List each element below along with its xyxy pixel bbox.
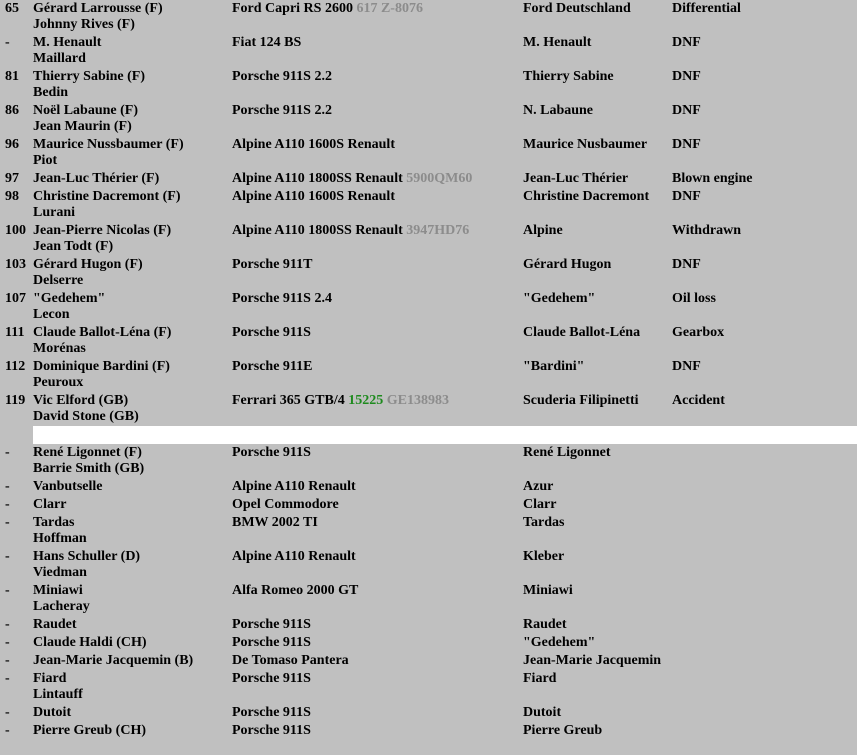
car-cell [232, 34, 523, 68]
table-row [0, 392, 857, 426]
chassis-number: 15225 [348, 393, 384, 408]
car-cell [232, 392, 523, 426]
car-cell [232, 222, 523, 256]
driver-name: M. Henault [33, 35, 102, 50]
car-number: 97 [5, 171, 19, 186]
result-cell [672, 496, 857, 514]
table-row [0, 582, 857, 616]
drivers-cell [33, 514, 232, 548]
result-cell: DNF [672, 35, 701, 50]
entrant-cell: Fiard [523, 671, 557, 686]
drivers-cell [33, 324, 232, 358]
driver-name: Delserre [33, 273, 84, 288]
drivers-cell [33, 652, 232, 670]
car-model: Porsche 911T [232, 257, 313, 272]
driver-name: Gérard Larrousse (F) [33, 1, 163, 16]
table-row [0, 256, 857, 290]
result-cell [672, 652, 857, 670]
driver-name: Fiard [33, 671, 67, 686]
car-number: 81 [5, 69, 19, 84]
car-number: - [5, 653, 10, 668]
entrant-cell: Maurice Nusbaumer [523, 137, 648, 152]
driver-name: Piot [33, 153, 58, 168]
result-cell [672, 478, 857, 496]
table-row [0, 34, 857, 68]
car-number: - [5, 479, 10, 494]
car-number: - [5, 515, 10, 530]
driver-name: Vic Elford (GB) [33, 393, 129, 408]
car-model: Porsche 911S [232, 325, 311, 340]
car-number: - [5, 445, 10, 460]
drivers-cell [33, 256, 232, 290]
table-row [0, 652, 857, 670]
driver-name: Lecon [33, 307, 70, 322]
driver-name: Viedman [33, 565, 87, 580]
car-number: - [5, 671, 10, 686]
car-cell [232, 478, 523, 496]
car-number: 65 [5, 1, 19, 16]
entrant-cell: "Gedehem" [523, 291, 596, 306]
car-model: Porsche 911S 2.2 [232, 103, 332, 118]
car-model: Ferrari 365 GTB/4 [232, 393, 345, 408]
entrant-cell: Tardas [523, 515, 565, 530]
car-number: 86 [5, 103, 19, 118]
driver-name: Hans Schuller (D) [33, 549, 141, 564]
result-cell: Oil loss [672, 291, 716, 306]
table-row [0, 704, 857, 722]
drivers-cell [33, 34, 232, 68]
car-number: - [5, 705, 10, 720]
result-cell [672, 704, 857, 722]
drivers-cell [33, 496, 232, 514]
car-number: 98 [5, 189, 19, 204]
result-cell [672, 514, 857, 548]
car-model: Alpine A110 1600S Renault [232, 189, 395, 204]
drivers-cell [33, 358, 232, 392]
entrant-cell: "Gedehem" [523, 635, 596, 650]
car-cell [232, 582, 523, 616]
car-number: 119 [5, 393, 26, 408]
driver-name: Maurice Nussbaumer (F) [33, 137, 184, 152]
group-separator [0, 426, 857, 444]
drivers-cell [33, 392, 232, 426]
entrant-cell: Dutoit [523, 705, 562, 720]
drivers-cell [33, 722, 232, 740]
drivers-cell [33, 290, 232, 324]
table-row [0, 616, 857, 634]
car-model: Fiat 124 BS [232, 35, 302, 50]
result-cell [672, 616, 857, 634]
driver-name: Vanbutselle [33, 479, 103, 494]
results-group-others [0, 444, 857, 740]
car-number: - [5, 635, 10, 650]
car-cell [232, 634, 523, 652]
entrant-cell: Kleber [523, 549, 565, 564]
entrant-cell: Gérard Hugon [523, 257, 612, 272]
car-cell [232, 188, 523, 222]
result-cell: DNF [672, 103, 701, 118]
car-number: - [5, 35, 10, 50]
driver-name: Jean-Marie Jacquemin (B) [33, 653, 194, 668]
table-row [0, 170, 857, 188]
car-cell [232, 136, 523, 170]
car-model: Porsche 911S 2.2 [232, 69, 332, 84]
car-model: Opel Commodore [232, 497, 339, 512]
drivers-cell [33, 222, 232, 256]
car-model: Alpine A110 1800SS Renault [232, 171, 403, 186]
table-row [0, 514, 857, 548]
table-row [0, 324, 857, 358]
result-cell: DNF [672, 359, 701, 374]
result-cell [672, 634, 857, 652]
table-row [0, 478, 857, 496]
car-cell [232, 616, 523, 634]
car-number: - [5, 617, 10, 632]
entrant-cell: N. Labaune [523, 103, 594, 118]
car-number: 107 [5, 291, 26, 306]
car-model: Alfa Romeo 2000 GT [232, 583, 359, 598]
car-cell [232, 670, 523, 704]
entrant-cell: Alpine [523, 223, 563, 238]
result-cell: DNF [672, 257, 701, 272]
drivers-cell [33, 0, 232, 34]
car-cell [232, 68, 523, 102]
drivers-cell [33, 634, 232, 652]
car-cell [232, 496, 523, 514]
drivers-cell [33, 136, 232, 170]
car-cell [232, 722, 523, 740]
car-cell [232, 324, 523, 358]
driver-name: "Gedehem" [33, 291, 106, 306]
table-row [0, 0, 857, 34]
drivers-cell [33, 478, 232, 496]
driver-name: Claude Ballot-Léna (F) [33, 325, 172, 340]
car-model: Porsche 911S [232, 635, 311, 650]
entrant-cell: Azur [523, 479, 554, 494]
driver-name: Clarr [33, 497, 67, 512]
driver-name: René Ligonnet (F) [33, 445, 142, 460]
registration-plate: 5900QM60 [406, 171, 473, 186]
car-model: Porsche 911S 2.4 [232, 291, 332, 306]
result-cell: Differential [672, 1, 741, 16]
table-row [0, 634, 857, 652]
entrant-cell: Jean-Luc Thérier [523, 171, 629, 186]
driver-name: Bedin [33, 85, 69, 100]
result-cell [672, 548, 857, 582]
driver-name: Jean-Pierre Nicolas (F) [33, 223, 172, 238]
driver-name: Morénas [33, 341, 86, 356]
entrant-cell: Raudet [523, 617, 567, 632]
car-model: Porsche 911S [232, 445, 311, 460]
car-cell [232, 444, 523, 478]
table-row [0, 188, 857, 222]
car-number: 96 [5, 137, 19, 152]
entrant-cell: Claude Ballot-Léna [523, 325, 641, 340]
driver-name: Lurani [33, 205, 76, 220]
driver-name: Raudet [33, 617, 77, 632]
entrant-cell: Pierre Greub [523, 723, 603, 738]
entrant-cell: Miniawi [523, 583, 573, 598]
driver-name: Christine Dacremont (F) [33, 189, 181, 204]
car-number: 112 [5, 359, 26, 374]
registration-plate: GE138983 [386, 393, 449, 408]
car-cell [232, 704, 523, 722]
driver-name: Dutoit [33, 705, 72, 720]
driver-name: Gérard Hugon (F) [33, 257, 143, 272]
car-model: Porsche 911E [232, 359, 313, 374]
driver-name: Lacheray [33, 599, 90, 614]
drivers-cell [33, 444, 232, 478]
result-cell [672, 670, 857, 704]
result-cell [672, 582, 857, 616]
driver-name: Thierry Sabine (F) [33, 69, 145, 84]
car-cell [232, 514, 523, 548]
table-row [0, 548, 857, 582]
car-model: Alpine A110 Renault [232, 549, 356, 564]
drivers-cell [33, 102, 232, 136]
result-cell: DNF [672, 137, 701, 152]
driver-name: Hoffman [33, 531, 87, 546]
drivers-cell [33, 582, 232, 616]
driver-name: Jean-Luc Thérier (F) [33, 171, 160, 186]
entrant-cell: Scuderia Filipinetti [523, 393, 639, 408]
driver-name: Jean Todt (F) [33, 239, 114, 254]
table-row [0, 358, 857, 392]
car-cell [232, 256, 523, 290]
table-row [0, 444, 857, 478]
car-number: 111 [5, 325, 25, 340]
car-cell [232, 102, 523, 136]
driver-name: Barrie Smith (GB) [33, 461, 145, 476]
table-row [0, 670, 857, 704]
driver-name: Dominique Bardini (F) [33, 359, 170, 374]
drivers-cell [33, 68, 232, 102]
entrant-cell: Ford Deutschland [523, 1, 631, 16]
driver-name: Maillard [33, 51, 86, 66]
driver-name: Jean Maurin (F) [33, 119, 132, 134]
entrant-cell: "Bardini" [523, 359, 585, 374]
separator-band [33, 426, 857, 444]
table-row [0, 722, 857, 740]
car-model: Porsche 911S [232, 617, 311, 632]
car-number: - [5, 497, 10, 512]
drivers-cell [33, 170, 232, 188]
table-row [0, 136, 857, 170]
drivers-cell [33, 188, 232, 222]
car-number: - [5, 583, 10, 598]
car-cell [232, 652, 523, 670]
car-number: 100 [5, 223, 26, 238]
car-model: Porsche 911S [232, 671, 311, 686]
car-model: Alpine A110 Renault [232, 479, 356, 494]
table-row [0, 290, 857, 324]
drivers-cell [33, 548, 232, 582]
car-cell [232, 0, 523, 34]
result-cell [672, 444, 857, 478]
entrant-cell: Jean-Marie Jacquemin [523, 653, 662, 668]
driver-name: Peuroux [33, 375, 84, 390]
car-model: Alpine A110 1600S Renault [232, 137, 395, 152]
result-cell: Withdrawn [672, 223, 741, 238]
car-model: Alpine A110 1800SS Renault [232, 223, 403, 238]
car-cell [232, 290, 523, 324]
car-cell [232, 358, 523, 392]
driver-name: David Stone (GB) [33, 409, 139, 424]
car-number: - [5, 549, 10, 564]
entrant-cell: Christine Dacremont [523, 189, 650, 204]
result-cell: Gearbox [672, 325, 725, 340]
table-row [0, 496, 857, 514]
entrant-cell: Clarr [523, 497, 557, 512]
drivers-cell [33, 670, 232, 704]
result-cell: Blown engine [672, 171, 753, 186]
driver-name: Tardas [33, 515, 75, 530]
table-row [0, 68, 857, 102]
drivers-cell [33, 704, 232, 722]
driver-name: Lintauff [33, 687, 83, 702]
entrant-cell: René Ligonnet [523, 445, 611, 460]
driver-name: Johnny Rives (F) [33, 17, 135, 32]
car-model: Porsche 911S [232, 705, 311, 720]
car-number: - [5, 723, 10, 738]
car-cell [232, 548, 523, 582]
entrant-cell: Thierry Sabine [523, 69, 614, 84]
separator-row [0, 426, 857, 444]
driver-name: Claude Haldi (CH) [33, 635, 147, 650]
table-row [0, 222, 857, 256]
driver-name: Pierre Greub (CH) [33, 723, 147, 738]
table-row [0, 102, 857, 136]
result-cell: DNF [672, 189, 701, 204]
car-cell [232, 170, 523, 188]
result-cell [672, 722, 857, 740]
car-model: Ford Capri RS 2600 [232, 1, 353, 16]
car-number: 103 [5, 257, 26, 272]
result-cell: DNF [672, 69, 701, 84]
driver-name: Noël Labaune (F) [33, 103, 138, 118]
car-model: BMW 2002 TI [232, 515, 318, 530]
drivers-cell [33, 616, 232, 634]
car-model: De Tomaso Pantera [232, 653, 349, 668]
entrant-cell: M. Henault [523, 35, 592, 50]
registration-plate: 3947HD76 [406, 223, 470, 238]
car-model: Porsche 911S [232, 723, 311, 738]
driver-name: Miniawi [33, 583, 83, 598]
result-cell: Accident [672, 393, 725, 408]
registration-plate: 617 Z-8076 [356, 1, 423, 16]
